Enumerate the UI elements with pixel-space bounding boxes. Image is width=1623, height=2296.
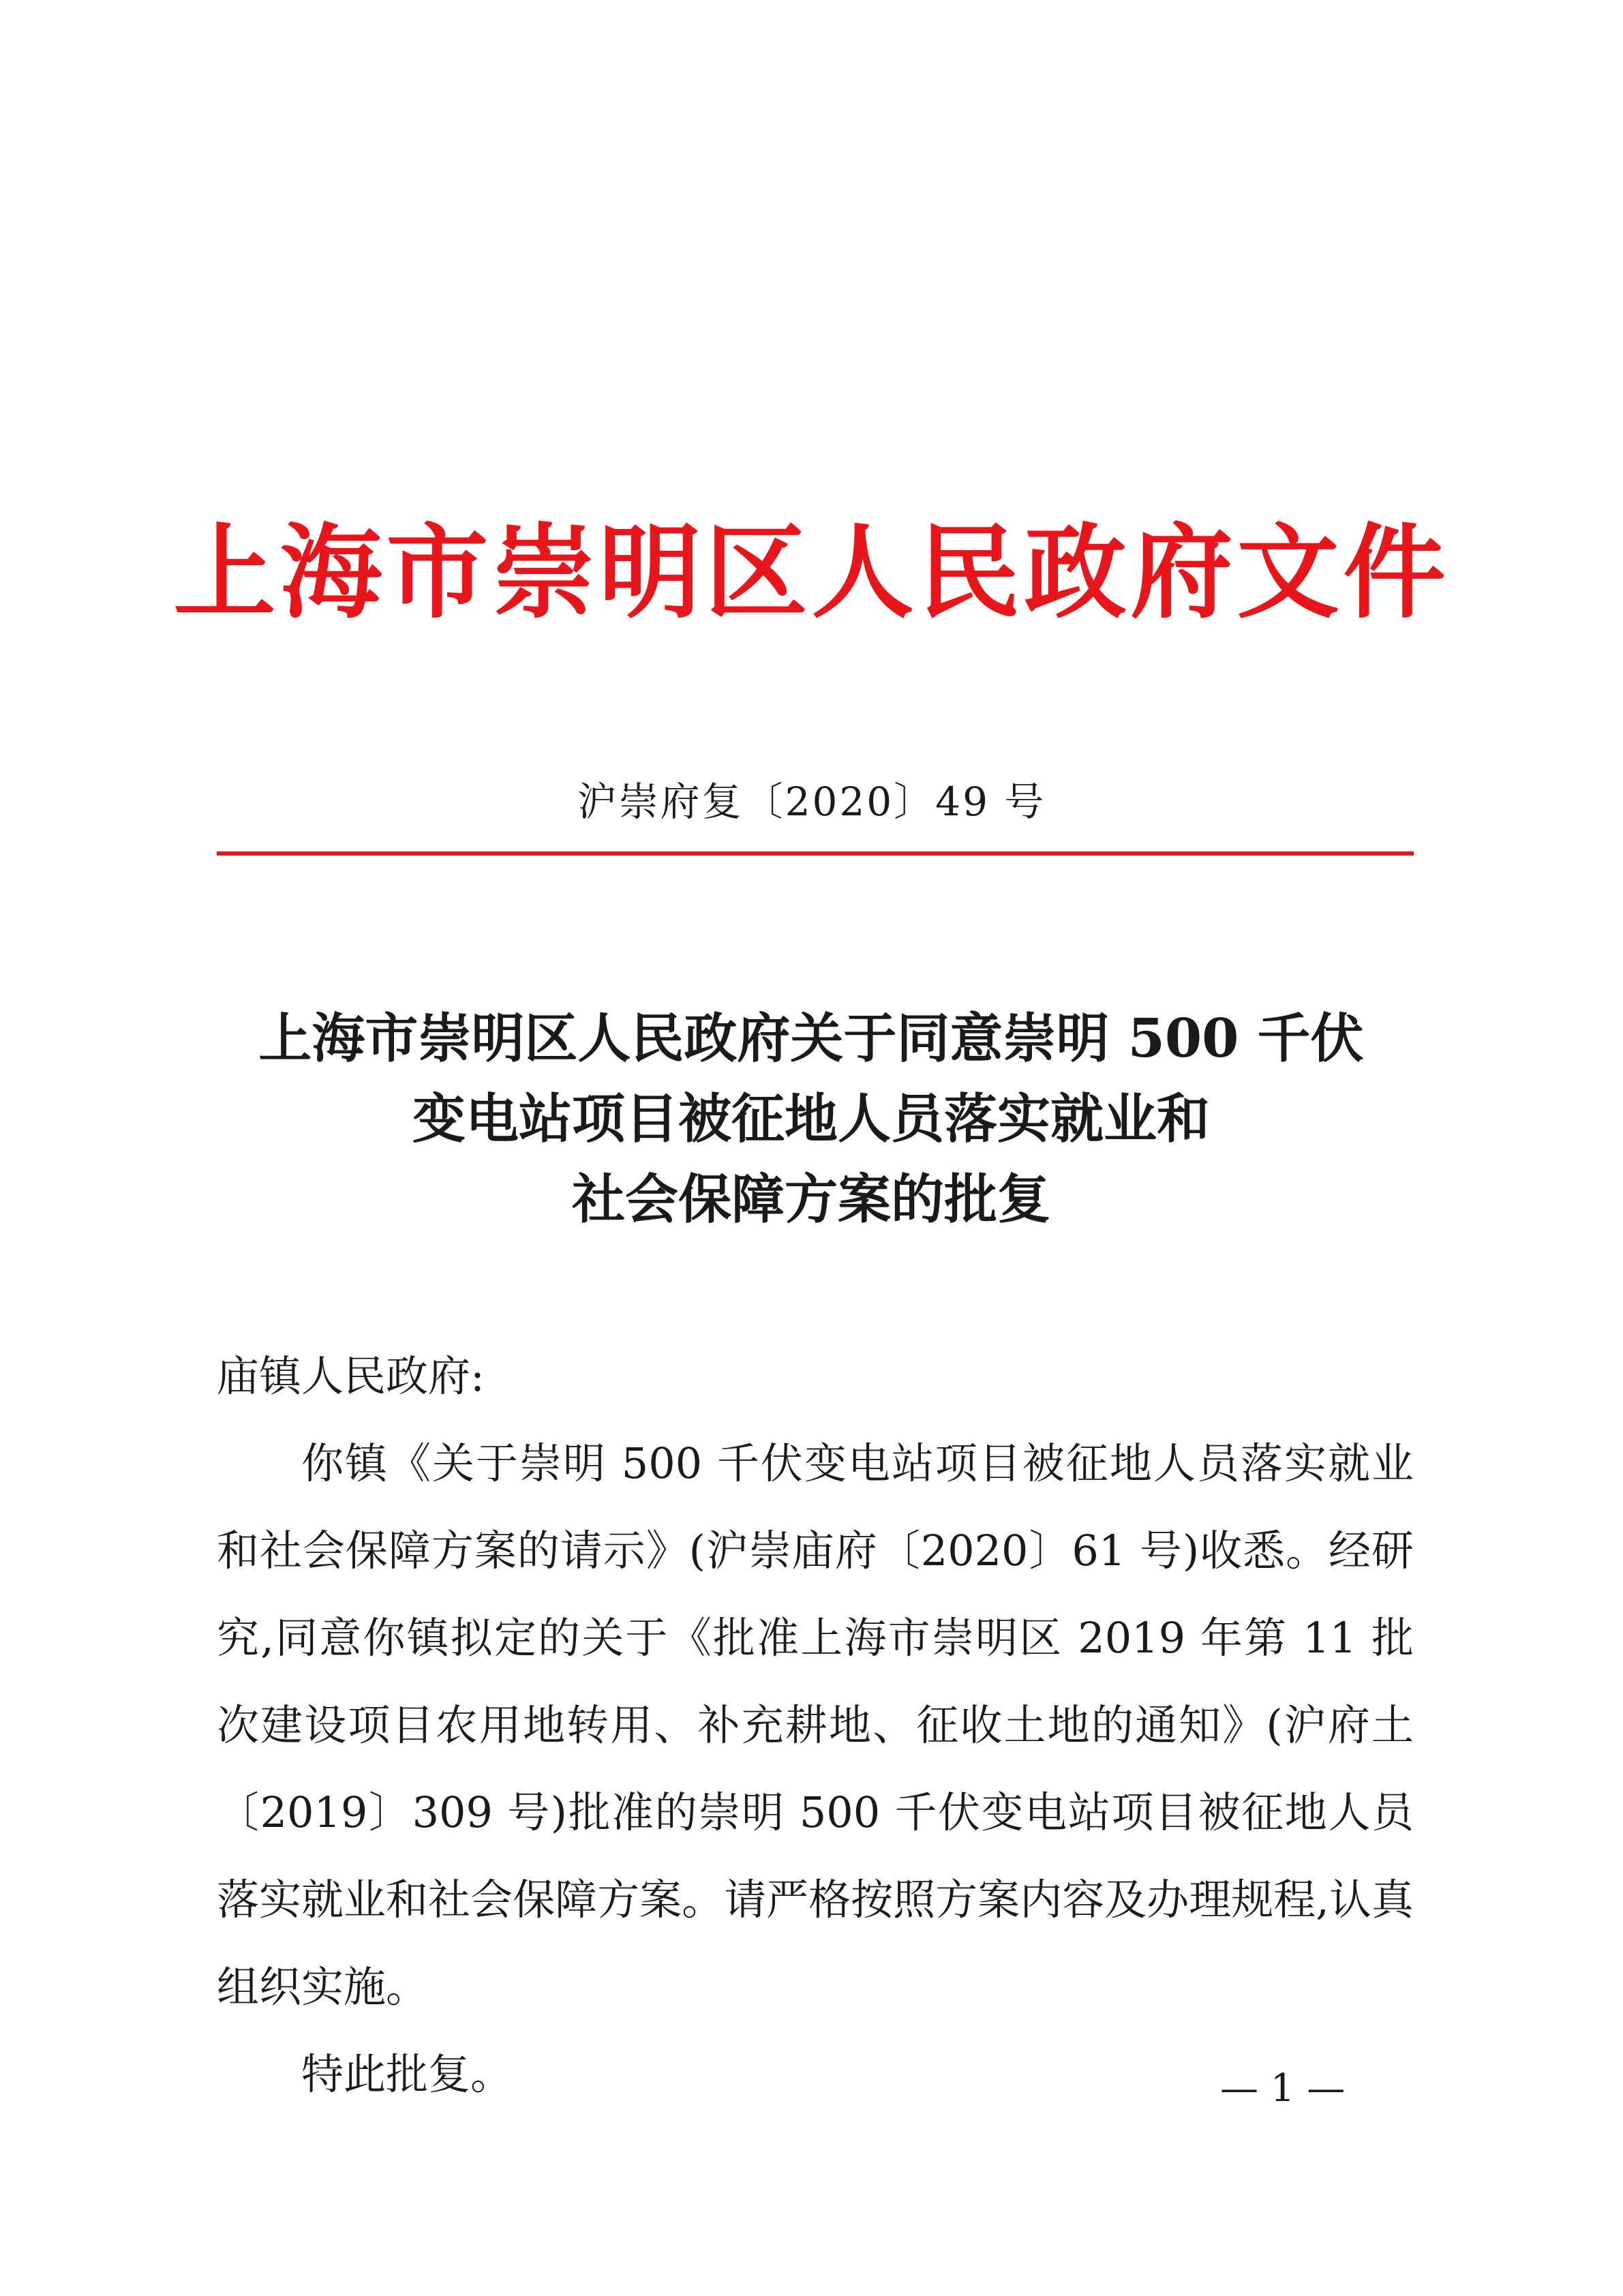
body-paragraph-main: 你镇《关于崇明 500 千伏变电站项目被征地人员落实就业和社会保障方案的请示》(沪崇庙府〔2020〕61 号)收悉。经研究,同意你镇拟定的关于《批准上海市崇明区 2019 年第 11 批次建设项目农用地转用、补充耕地、征收土地的通知》(沪府土〔2019〕309 号)批准的崇明 500 千伏变电站项目被征地人员落实就业和社会保障方案。请严格按照方案内容及办理规程,认真组织实施。: [217, 1438, 1414, 2012]
red-divider-line: [217, 851, 1414, 856]
document-body: [217, 1333, 1414, 2118]
body-paragraph-closing: 特此批复。: [301, 2049, 513, 2099]
title-line-2: 变电站项目被征地人员落实就业和: [412, 1088, 1210, 1150]
title-line-1: 上海市崇明区人民政府关于同意崇明 500 千伏: [258, 1008, 1364, 1070]
document-number: 沪崇府复〔2020〕49 号: [577, 779, 1046, 825]
page-number: — 1 —: [1220, 2066, 1346, 2111]
addressee: 庙镇人民政府:: [217, 1351, 485, 1401]
title-line-3: 社会保障方案的批复: [571, 1168, 1050, 1230]
document-title: [170, 999, 1452, 1240]
masthead-title: 上海市崇明区人民政府文件: [173, 513, 1450, 633]
